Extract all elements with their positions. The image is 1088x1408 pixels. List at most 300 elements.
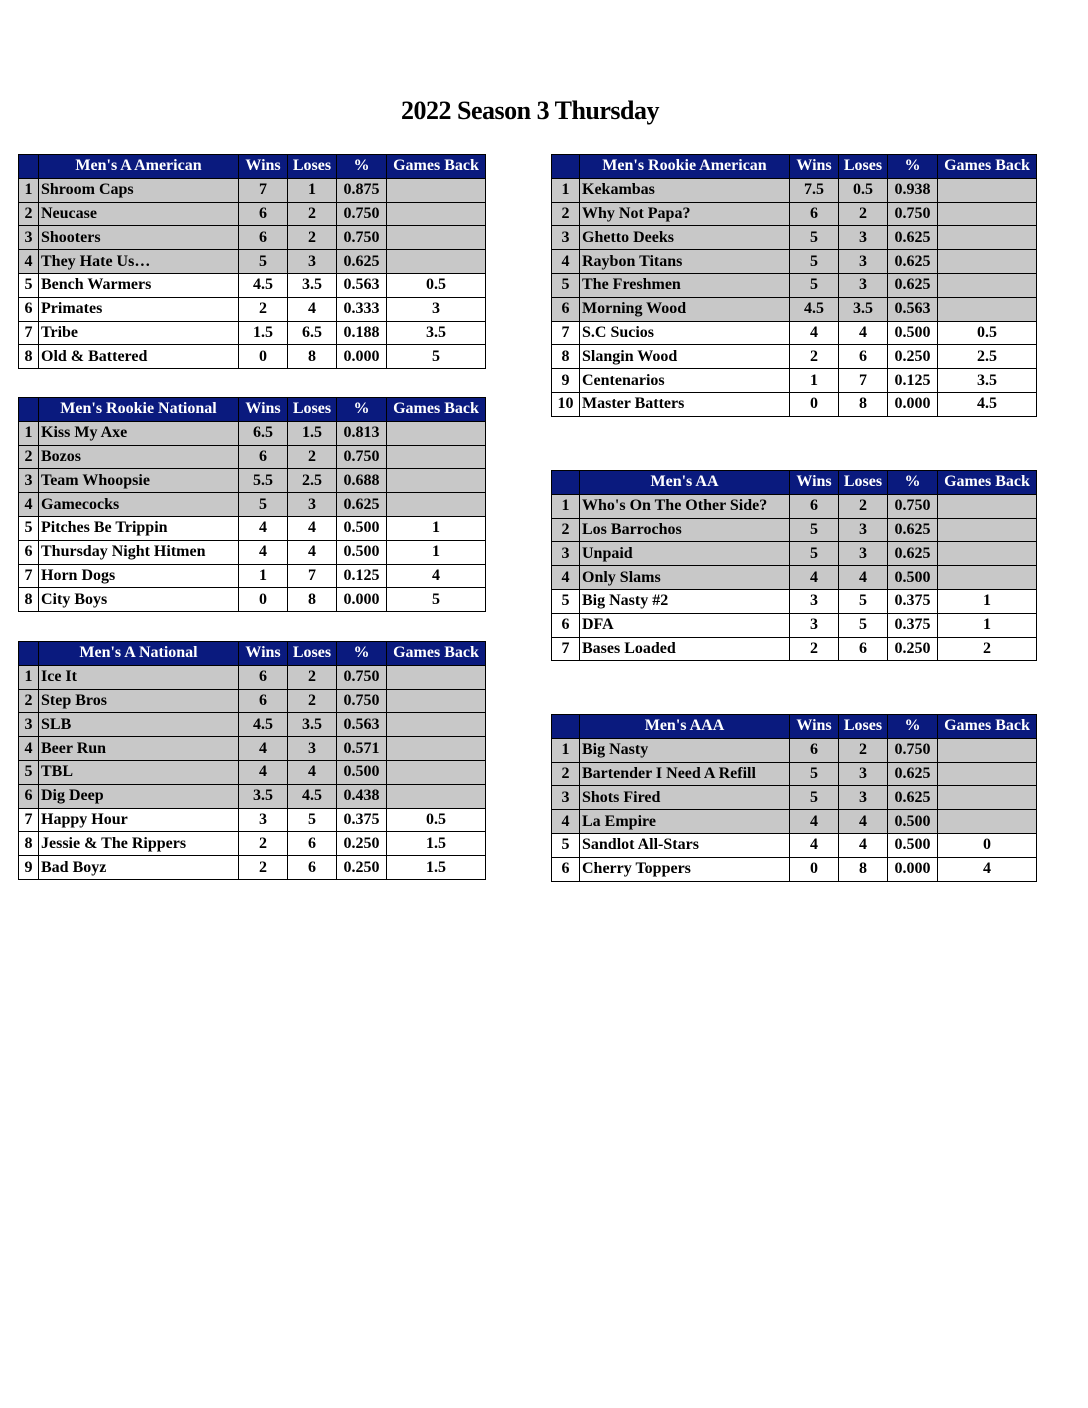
team-name: Slangin Wood: [580, 345, 790, 369]
rank-cell: 9: [552, 369, 580, 393]
games-back-cell: 3.5: [387, 321, 486, 345]
column-header: %: [337, 398, 387, 422]
column-header: Wins: [239, 642, 288, 666]
column-header: Loses: [288, 155, 337, 179]
pct-cell: 0.563: [337, 273, 387, 297]
games-back-cell: [387, 421, 486, 445]
pct-cell: 0.750: [337, 445, 387, 469]
games-back-cell: [387, 737, 486, 761]
table-row: [19, 665, 486, 689]
loses-cell: 5: [288, 808, 337, 832]
table-row: [552, 226, 1037, 250]
wins-cell: 4: [790, 810, 839, 834]
games-back-cell: 4: [387, 564, 486, 588]
pct-cell: 0.438: [337, 784, 387, 808]
rank-cell: 2: [19, 445, 39, 469]
wins-cell: 2: [239, 832, 288, 856]
pct-cell: 0.375: [888, 589, 938, 613]
rank-cell: 4: [19, 493, 39, 517]
team-name: Pitches Be Trippin: [39, 516, 239, 540]
loses-cell: 5: [839, 613, 888, 637]
games-back-cell: [938, 178, 1037, 202]
wins-cell: 5: [790, 762, 839, 786]
games-back-cell: 0.5: [387, 273, 486, 297]
standings-table: [551, 154, 1037, 417]
loses-cell: 3.5: [839, 297, 888, 321]
team-name: Cherry Toppers: [580, 857, 790, 881]
loses-cell: 1.5: [288, 421, 337, 445]
wins-cell: 5: [790, 518, 839, 542]
wins-cell: 7.5: [790, 178, 839, 202]
loses-cell: 4: [839, 833, 888, 857]
team-name: Gamecocks: [39, 493, 239, 517]
table-row: [552, 297, 1037, 321]
games-back-cell: 3.5: [938, 369, 1037, 393]
loses-cell: 3: [839, 250, 888, 274]
column-header: %: [337, 642, 387, 666]
rank-cell: 8: [19, 345, 39, 369]
wins-cell: 1: [239, 564, 288, 588]
table-header-row: [552, 715, 1037, 739]
loses-cell: 2: [288, 202, 337, 226]
wins-cell: 4.5: [790, 297, 839, 321]
table-row: [552, 542, 1037, 566]
loses-cell: 4.5: [288, 784, 337, 808]
table-row: [19, 345, 486, 369]
loses-cell: 4: [288, 516, 337, 540]
rank-cell: 6: [19, 297, 39, 321]
rank-cell: 5: [552, 589, 580, 613]
rank-header: [19, 642, 39, 666]
team-name: Horn Dogs: [39, 564, 239, 588]
team-name: Bozos: [39, 445, 239, 469]
loses-cell: 3: [839, 226, 888, 250]
team-name: Centenarios: [580, 369, 790, 393]
rank-cell: 2: [19, 202, 39, 226]
loses-cell: 6.5: [288, 321, 337, 345]
rank-cell: 6: [552, 857, 580, 881]
standings-table: [18, 154, 486, 369]
table-row: [552, 833, 1037, 857]
loses-cell: 8: [839, 857, 888, 881]
pct-cell: 0.625: [888, 542, 938, 566]
rank-cell: 7: [552, 321, 580, 345]
team-name: Raybon Titans: [580, 250, 790, 274]
pct-cell: 0.625: [888, 518, 938, 542]
team-name: Bad Boyz: [39, 856, 239, 880]
games-back-cell: [387, 784, 486, 808]
table-header-row: [19, 155, 486, 179]
column-header: Loses: [288, 642, 337, 666]
rank-cell: 1: [19, 178, 39, 202]
games-back-cell: [938, 786, 1037, 810]
games-back-cell: 3: [387, 297, 486, 321]
loses-cell: 1: [288, 178, 337, 202]
division-name: Men's Rookie National: [39, 398, 239, 422]
games-back-cell: 0: [938, 833, 1037, 857]
rank-cell: 1: [552, 178, 580, 202]
pct-cell: 0.500: [888, 321, 938, 345]
rank-cell: 3: [552, 542, 580, 566]
team-name: Sandlot All-Stars: [580, 833, 790, 857]
rank-cell: 4: [19, 737, 39, 761]
games-back-cell: [938, 494, 1037, 518]
loses-cell: 2: [839, 494, 888, 518]
pct-cell: 0.500: [337, 540, 387, 564]
wins-cell: 4: [239, 737, 288, 761]
team-name: Beer Run: [39, 737, 239, 761]
table-row: [19, 273, 486, 297]
wins-cell: 6: [239, 445, 288, 469]
rank-cell: 7: [19, 564, 39, 588]
games-back-cell: [938, 810, 1037, 834]
column-header: %: [888, 155, 938, 179]
loses-cell: 4: [839, 321, 888, 345]
wins-cell: 4.5: [239, 273, 288, 297]
pct-cell: 0.571: [337, 737, 387, 761]
pct-cell: 0.250: [337, 856, 387, 880]
column-header: Loses: [839, 471, 888, 495]
loses-cell: 8: [288, 588, 337, 612]
games-back-cell: [387, 178, 486, 202]
loses-cell: 4: [288, 297, 337, 321]
table-row: [552, 392, 1037, 416]
pct-cell: 0.750: [888, 202, 938, 226]
wins-cell: 4: [790, 321, 839, 345]
loses-cell: 3: [288, 737, 337, 761]
games-back-cell: 1.5: [387, 832, 486, 856]
division-name: Men's A National: [39, 642, 239, 666]
team-name: Only Slams: [580, 566, 790, 590]
games-back-cell: [938, 273, 1037, 297]
pct-cell: 0.625: [337, 493, 387, 517]
column-header: %: [888, 715, 938, 739]
table-row: [552, 762, 1037, 786]
team-name: La Empire: [580, 810, 790, 834]
loses-cell: 4: [288, 540, 337, 564]
team-name: City Boys: [39, 588, 239, 612]
games-back-cell: 1: [387, 540, 486, 564]
pct-cell: 0.750: [337, 689, 387, 713]
wins-cell: 2: [239, 856, 288, 880]
team-name: Tribe: [39, 321, 239, 345]
wins-cell: 6.5: [239, 421, 288, 445]
team-name: Neucase: [39, 202, 239, 226]
table-row: [19, 297, 486, 321]
table-row: [552, 613, 1037, 637]
column-header: Wins: [790, 471, 839, 495]
rank-cell: 3: [19, 713, 39, 737]
rank-cell: 6: [552, 297, 580, 321]
wins-cell: 6: [790, 494, 839, 518]
wins-cell: 4.5: [239, 713, 288, 737]
column-header: Wins: [239, 155, 288, 179]
wins-cell: 6: [239, 202, 288, 226]
games-back-cell: 2.5: [938, 345, 1037, 369]
games-back-cell: 0.5: [387, 808, 486, 832]
loses-cell: 4: [839, 810, 888, 834]
pct-cell: 0.750: [337, 202, 387, 226]
pct-cell: 0.000: [337, 345, 387, 369]
rank-cell: 2: [552, 762, 580, 786]
wins-cell: 0: [239, 345, 288, 369]
division-name: Men's AA: [580, 471, 790, 495]
loses-cell: 6: [839, 345, 888, 369]
games-back-cell: 0.5: [938, 321, 1037, 345]
standings-table: [551, 714, 1037, 882]
rank-cell: 1: [552, 738, 580, 762]
pct-cell: 0.875: [337, 178, 387, 202]
wins-cell: 2: [790, 637, 839, 661]
wins-cell: 4: [239, 516, 288, 540]
column-header: Wins: [790, 155, 839, 179]
rank-cell: 6: [19, 540, 39, 564]
column-header: Games Back: [938, 471, 1037, 495]
table-row: [552, 589, 1037, 613]
games-back-cell: [938, 202, 1037, 226]
games-back-cell: [387, 250, 486, 274]
loses-cell: 3.5: [288, 273, 337, 297]
games-back-cell: [387, 760, 486, 784]
pct-cell: 0.625: [337, 250, 387, 274]
loses-cell: 2: [288, 689, 337, 713]
pct-cell: 0.250: [888, 637, 938, 661]
team-name: Happy Hour: [39, 808, 239, 832]
wins-cell: 1.5: [239, 321, 288, 345]
rank-cell: 8: [19, 832, 39, 856]
pct-cell: 0.563: [337, 713, 387, 737]
division-name: Men's AAA: [580, 715, 790, 739]
games-back-cell: [938, 762, 1037, 786]
table-row: [552, 273, 1037, 297]
loses-cell: 2: [839, 202, 888, 226]
rank-cell: 3: [552, 786, 580, 810]
rank-cell: 7: [19, 321, 39, 345]
rank-cell: 5: [552, 833, 580, 857]
column-header: Games Back: [938, 715, 1037, 739]
column-header: Games Back: [387, 642, 486, 666]
games-back-cell: 1.5: [387, 856, 486, 880]
rank-cell: 5: [19, 760, 39, 784]
pct-cell: 0.333: [337, 297, 387, 321]
team-name: Primates: [39, 297, 239, 321]
pct-cell: 0.500: [337, 760, 387, 784]
wins-cell: 4: [239, 760, 288, 784]
table-header-row: [19, 398, 486, 422]
table-row: [19, 588, 486, 612]
pct-cell: 0.563: [888, 297, 938, 321]
team-name: They Hate Us…: [39, 250, 239, 274]
loses-cell: 6: [288, 856, 337, 880]
team-name: DFA: [580, 613, 790, 637]
rank-cell: 8: [19, 588, 39, 612]
pct-cell: 0.125: [337, 564, 387, 588]
pct-cell: 0.375: [337, 808, 387, 832]
rank-cell: 5: [19, 273, 39, 297]
wins-cell: 0: [790, 392, 839, 416]
games-back-cell: [938, 250, 1037, 274]
team-name: SLB: [39, 713, 239, 737]
rank-cell: 3: [552, 226, 580, 250]
pct-cell: 0.938: [888, 178, 938, 202]
rank-cell: 6: [552, 613, 580, 637]
pct-cell: 0.625: [888, 226, 938, 250]
games-back-cell: 2: [938, 637, 1037, 661]
loses-cell: 2.5: [288, 469, 337, 493]
rank-header: [19, 398, 39, 422]
team-name: TBL: [39, 760, 239, 784]
table-row: [552, 202, 1037, 226]
column-header: Loses: [288, 398, 337, 422]
team-name: Ice It: [39, 665, 239, 689]
wins-cell: 2: [239, 297, 288, 321]
table-row: [19, 421, 486, 445]
wins-cell: 4: [790, 833, 839, 857]
team-name: Big Nasty: [580, 738, 790, 762]
pct-cell: 0.625: [888, 250, 938, 274]
wins-cell: 5: [239, 250, 288, 274]
team-name: Bases Loaded: [580, 637, 790, 661]
rank-cell: 8: [552, 345, 580, 369]
games-back-cell: [387, 713, 486, 737]
table-header-row: [19, 642, 486, 666]
pct-cell: 0.125: [888, 369, 938, 393]
rank-cell: 5: [552, 273, 580, 297]
loses-cell: 7: [839, 369, 888, 393]
wins-cell: 3: [239, 808, 288, 832]
column-header: Loses: [839, 155, 888, 179]
pct-cell: 0.375: [888, 613, 938, 637]
loses-cell: 2: [288, 226, 337, 250]
rank-cell: 4: [552, 566, 580, 590]
standings-table: [18, 397, 486, 612]
table-row: [19, 469, 486, 493]
wins-cell: 4: [790, 566, 839, 590]
games-back-cell: [938, 738, 1037, 762]
division-name: Men's Rookie American: [580, 155, 790, 179]
rank-cell: 10: [552, 392, 580, 416]
games-back-cell: [938, 542, 1037, 566]
pct-cell: 0.750: [888, 494, 938, 518]
wins-cell: 2: [790, 345, 839, 369]
rank-cell: 6: [19, 784, 39, 808]
loses-cell: 3: [839, 762, 888, 786]
team-name: Shroom Caps: [39, 178, 239, 202]
pct-cell: 0.000: [888, 392, 938, 416]
loses-cell: 2: [288, 665, 337, 689]
rank-cell: 4: [552, 250, 580, 274]
loses-cell: 6: [288, 832, 337, 856]
team-name: Ghetto Deeks: [580, 226, 790, 250]
loses-cell: 3: [288, 250, 337, 274]
table-row: [552, 857, 1037, 881]
wins-cell: 5: [790, 542, 839, 566]
pct-cell: 0.500: [888, 566, 938, 590]
column-header: Wins: [239, 398, 288, 422]
rank-cell: 1: [19, 665, 39, 689]
table-row: [19, 202, 486, 226]
pct-cell: 0.688: [337, 469, 387, 493]
column-header: Loses: [839, 715, 888, 739]
loses-cell: 5: [839, 589, 888, 613]
pct-cell: 0.500: [888, 833, 938, 857]
table-row: [552, 810, 1037, 834]
table-row: [19, 445, 486, 469]
loses-cell: 4: [839, 566, 888, 590]
rank-cell: 2: [552, 518, 580, 542]
table-row: [552, 369, 1037, 393]
team-name: Thursday Night Hitmen: [39, 540, 239, 564]
games-back-cell: [938, 566, 1037, 590]
loses-cell: 3: [839, 542, 888, 566]
rank-cell: 3: [19, 226, 39, 250]
column-header: Wins: [790, 715, 839, 739]
wins-cell: 3: [790, 613, 839, 637]
team-name: The Freshmen: [580, 273, 790, 297]
table-header-row: [552, 471, 1037, 495]
table-row: [552, 250, 1037, 274]
table-row: [19, 760, 486, 784]
table-row: [19, 808, 486, 832]
loses-cell: 4: [288, 760, 337, 784]
team-name: Dig Deep: [39, 784, 239, 808]
loses-cell: 3: [839, 786, 888, 810]
pct-cell: 0.625: [888, 273, 938, 297]
wins-cell: 6: [239, 689, 288, 713]
table-row: [19, 856, 486, 880]
wins-cell: 7: [239, 178, 288, 202]
table-row: [19, 540, 486, 564]
games-back-cell: 1: [938, 589, 1037, 613]
rank-header: [552, 471, 580, 495]
team-name: Step Bros: [39, 689, 239, 713]
games-back-cell: [938, 226, 1037, 250]
page-title: 2022 Season 3 Thursday: [401, 96, 659, 125]
wins-cell: 3: [790, 589, 839, 613]
table-row: [19, 689, 486, 713]
wins-cell: 5: [790, 226, 839, 250]
games-back-cell: [387, 689, 486, 713]
team-name: Why Not Papa?: [580, 202, 790, 226]
team-name: Big Nasty #2: [580, 589, 790, 613]
loses-cell: 3: [288, 493, 337, 517]
wins-cell: 6: [790, 738, 839, 762]
rank-cell: 7: [19, 808, 39, 832]
games-back-cell: 4.5: [938, 392, 1037, 416]
team-name: Unpaid: [580, 542, 790, 566]
pct-cell: 0.500: [888, 810, 938, 834]
wins-cell: 0: [790, 857, 839, 881]
team-name: Los Barrochos: [580, 518, 790, 542]
rank-header: [552, 715, 580, 739]
loses-cell: 7: [288, 564, 337, 588]
table-row: [19, 321, 486, 345]
games-back-cell: [387, 493, 486, 517]
table-row: [552, 178, 1037, 202]
wins-cell: 5: [239, 493, 288, 517]
rank-header: [552, 155, 580, 179]
pct-cell: 0.250: [888, 345, 938, 369]
wins-cell: 1: [790, 369, 839, 393]
team-name: Kekambas: [580, 178, 790, 202]
rank-cell: 3: [19, 469, 39, 493]
team-name: Morning Wood: [580, 297, 790, 321]
team-name: Bench Warmers: [39, 273, 239, 297]
column-header: Games Back: [938, 155, 1037, 179]
rank-cell: 4: [552, 810, 580, 834]
games-back-cell: [387, 445, 486, 469]
games-back-cell: 5: [387, 345, 486, 369]
